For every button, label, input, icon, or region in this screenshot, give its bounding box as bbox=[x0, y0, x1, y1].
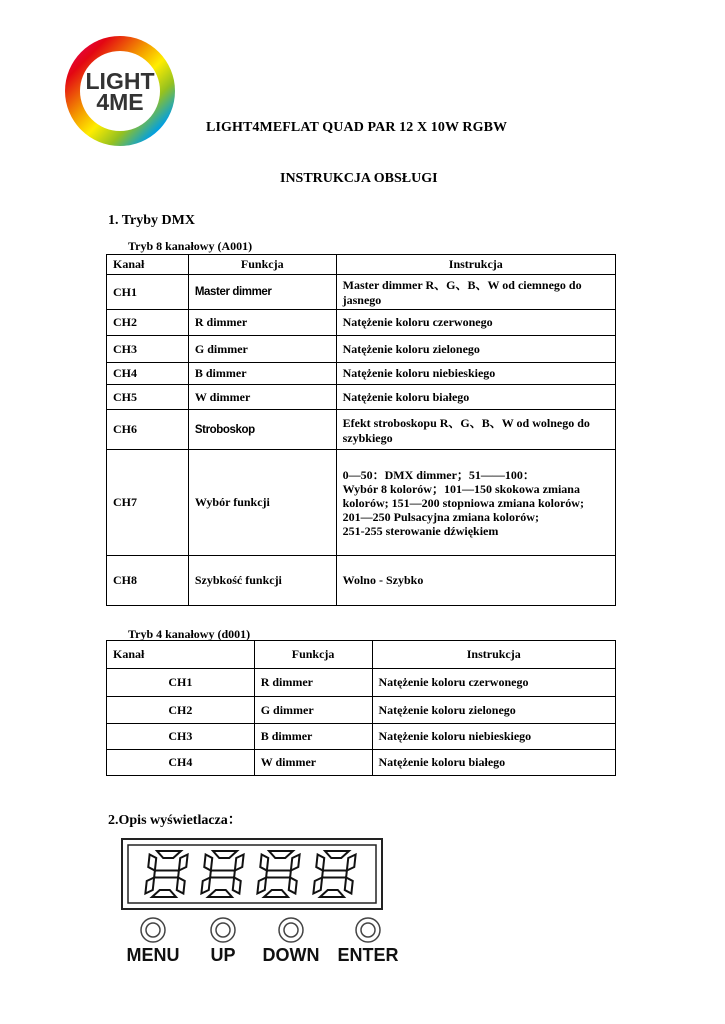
description-cell: Efekt stroboskopu R、G、B、W od wolnego do szybkiego bbox=[336, 410, 615, 450]
display-segment bbox=[322, 871, 347, 878]
button-core-icon bbox=[361, 923, 375, 937]
channel-cell: CH4 bbox=[107, 363, 189, 385]
table8-caption: Tryb 8 kanałowy (A001) bbox=[128, 239, 253, 253]
function-cell: Szybkość funkcji bbox=[188, 556, 336, 606]
col-header-kanal: Kanał bbox=[107, 641, 255, 669]
function-cell: G dimmer bbox=[188, 336, 336, 363]
led-display bbox=[121, 838, 383, 910]
description-cell: Natężenie koloru zielonego bbox=[336, 336, 615, 363]
channel-cell: CH1 bbox=[107, 669, 255, 697]
channel-cell: CH3 bbox=[107, 724, 255, 750]
logo-text-light: LIGHT bbox=[85, 68, 155, 94]
display-segment bbox=[345, 878, 353, 894]
table-row bbox=[107, 750, 616, 776]
description-cell: Natężenie koloru zielonego bbox=[372, 697, 616, 724]
dmx-8ch-table bbox=[106, 254, 616, 606]
enter-button-label: ENTER bbox=[337, 945, 399, 965]
channel-cell: CH7 bbox=[107, 450, 189, 556]
function-cell: Master dimmer bbox=[188, 275, 336, 310]
function-cell: W dimmer bbox=[188, 385, 336, 410]
desc-line: 0—50：DMX dimmer；51——100： bbox=[342, 467, 535, 482]
desc-line: 201—250 Pulsacyjna zmiana kolorów; bbox=[342, 509, 539, 524]
display-segment bbox=[204, 855, 212, 871]
manual-title: INSTRUKCJA OBSŁUGI bbox=[280, 171, 438, 186]
channel-cell: CH2 bbox=[107, 697, 255, 724]
section-display-heading: 2.Opis wyświetlacza： bbox=[108, 813, 242, 828]
description-cell: Natężenie koloru czerwonego bbox=[372, 669, 616, 697]
table-row bbox=[107, 450, 616, 556]
display-segment bbox=[210, 871, 235, 878]
display-segment bbox=[260, 855, 268, 871]
channel-cell: CH5 bbox=[107, 385, 189, 410]
display-segment bbox=[148, 855, 156, 871]
menu-button[interactable] bbox=[127, 918, 180, 965]
description-cell: Natężenie koloru białego bbox=[336, 385, 615, 410]
up-button[interactable] bbox=[210, 918, 235, 965]
control-buttons bbox=[118, 914, 408, 974]
display-segment bbox=[177, 878, 185, 894]
description-cell: Master dimmer R、G、B、W od ciemnego do jasnego bbox=[336, 275, 615, 310]
function-cell: W dimmer bbox=[254, 750, 372, 776]
channel-cell: CH2 bbox=[107, 310, 189, 336]
menu-button-label: MENU bbox=[126, 945, 180, 965]
display-segment bbox=[289, 878, 297, 894]
function-cell: B dimmer bbox=[254, 724, 372, 750]
table-row bbox=[107, 724, 616, 750]
button-core-icon bbox=[216, 923, 230, 937]
col-header-instrukcja: Instrukcja bbox=[372, 641, 616, 669]
button-core-icon bbox=[146, 923, 160, 937]
desc-line: kolorów; 151—200 stopniowa zmiana kolorów; bbox=[342, 495, 584, 510]
description-cell: Natężenie koloru niebieskiego bbox=[336, 363, 615, 385]
col-header-instrukcja: Instrukcja bbox=[336, 255, 615, 275]
display-segment bbox=[266, 871, 291, 878]
function-cell: Stroboskop bbox=[188, 410, 336, 450]
table-row bbox=[107, 556, 616, 606]
table-row bbox=[107, 410, 616, 450]
display-segment bbox=[154, 871, 179, 878]
description-cell: Natężenie koloru niebieskiego bbox=[372, 724, 616, 750]
table-row bbox=[107, 363, 616, 385]
function-cell: G dimmer bbox=[254, 697, 372, 724]
dmx-4ch-table bbox=[106, 640, 616, 776]
down-button-label: DOWN bbox=[262, 945, 320, 965]
table-row bbox=[107, 385, 616, 410]
table-row bbox=[107, 310, 616, 336]
button-core-icon bbox=[284, 923, 298, 937]
down-button[interactable] bbox=[263, 918, 320, 965]
desc-line: 251-255 sterowanie dźwiękiem bbox=[342, 523, 499, 538]
col-header-funkcja: Funkcja bbox=[254, 641, 372, 669]
function-cell: R dimmer bbox=[188, 310, 336, 336]
description-cell: Wolno - Szybko bbox=[336, 556, 615, 606]
desc-line: Wybór 8 kolorów；101—150 skokowa zmiana bbox=[342, 481, 580, 496]
description-cell: Natężenie koloru czerwonego bbox=[336, 310, 615, 336]
table-row bbox=[107, 275, 616, 310]
col-header-kanal: Kanał bbox=[107, 255, 189, 275]
display-segment bbox=[316, 855, 324, 871]
light4me-logo bbox=[60, 22, 180, 160]
table-row bbox=[107, 669, 616, 697]
function-cell: Wybór funkcji bbox=[188, 450, 336, 556]
function-cell: R dimmer bbox=[254, 669, 372, 697]
channel-cell: CH3 bbox=[107, 336, 189, 363]
logo-text-4me: 4ME bbox=[96, 89, 144, 115]
product-title: LIGHT4MEFLAT QUAD PAR 12 X 10W RGBW bbox=[206, 120, 508, 135]
enter-button[interactable] bbox=[337, 918, 398, 965]
table-row bbox=[107, 697, 616, 724]
channel-cell: CH1 bbox=[107, 275, 189, 310]
function-cell: B dimmer bbox=[188, 363, 336, 385]
channel-cell: CH6 bbox=[107, 410, 189, 450]
channel-cell: CH4 bbox=[107, 750, 255, 776]
table-row bbox=[107, 336, 616, 363]
channel-cell: CH8 bbox=[107, 556, 189, 606]
table4-caption: Tryb 4 kanałowy (d001) bbox=[128, 627, 251, 641]
display-segment bbox=[233, 878, 241, 894]
description-cell bbox=[336, 450, 615, 556]
section-dmx-heading: 1. Tryby DMX bbox=[108, 213, 195, 228]
col-header-funkcja: Funkcja bbox=[188, 255, 336, 275]
up-button-label: UP bbox=[210, 945, 236, 965]
description-cell: Natężenie koloru białego bbox=[372, 750, 616, 776]
